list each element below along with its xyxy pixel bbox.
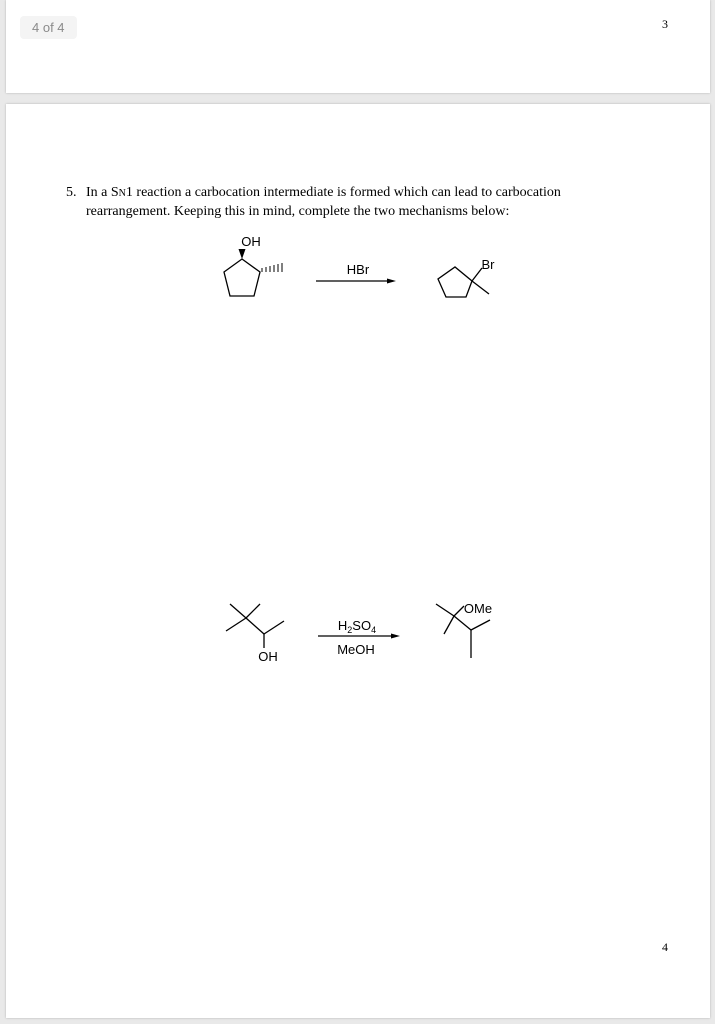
- hashed-bond: [262, 263, 282, 272]
- question-text-start: In a S: [86, 185, 119, 200]
- product-2-ome-label: OMe: [463, 601, 493, 616]
- reactant-2-structure: [226, 604, 284, 648]
- reaction-2-arrowhead: [391, 634, 400, 639]
- reactant-2-oh-label: OH: [258, 649, 278, 664]
- product-1-br-label: Br: [481, 257, 495, 272]
- wedge-bond: [239, 249, 246, 259]
- question-subscript: N: [118, 188, 126, 199]
- current-page: [6, 104, 710, 1018]
- reaction-1-arrowhead: [387, 279, 396, 284]
- previous-page: [6, 0, 710, 93]
- reaction-2-reagent-bottom: MeOH: [337, 642, 375, 657]
- reaction-1-reagent: HBr: [346, 262, 370, 277]
- reactant-1-structure: [224, 249, 282, 296]
- current-page-number: 4: [662, 940, 668, 954]
- page-indicator: 4 of 4: [20, 16, 77, 39]
- reaction-2-reagent-top: $H_2SO_4$: [337, 618, 377, 635]
- question-text-end: 1 reaction a carbocation intermediate is formed which can lead to carbocation rearrangement. Keeping this in mind, complete the two mechanisms below:: [86, 185, 561, 219]
- reactant-1-oh-label: OH: [241, 234, 261, 249]
- previous-page-number: 3: [662, 17, 668, 31]
- reaction-schemes: [6, 104, 710, 1018]
- product-1-ring: [438, 267, 472, 297]
- reaction-1: [224, 234, 495, 297]
- question-number: 5.: [66, 185, 77, 200]
- cyclopentane-ring: [224, 259, 260, 296]
- reaction-2: [226, 601, 492, 664]
